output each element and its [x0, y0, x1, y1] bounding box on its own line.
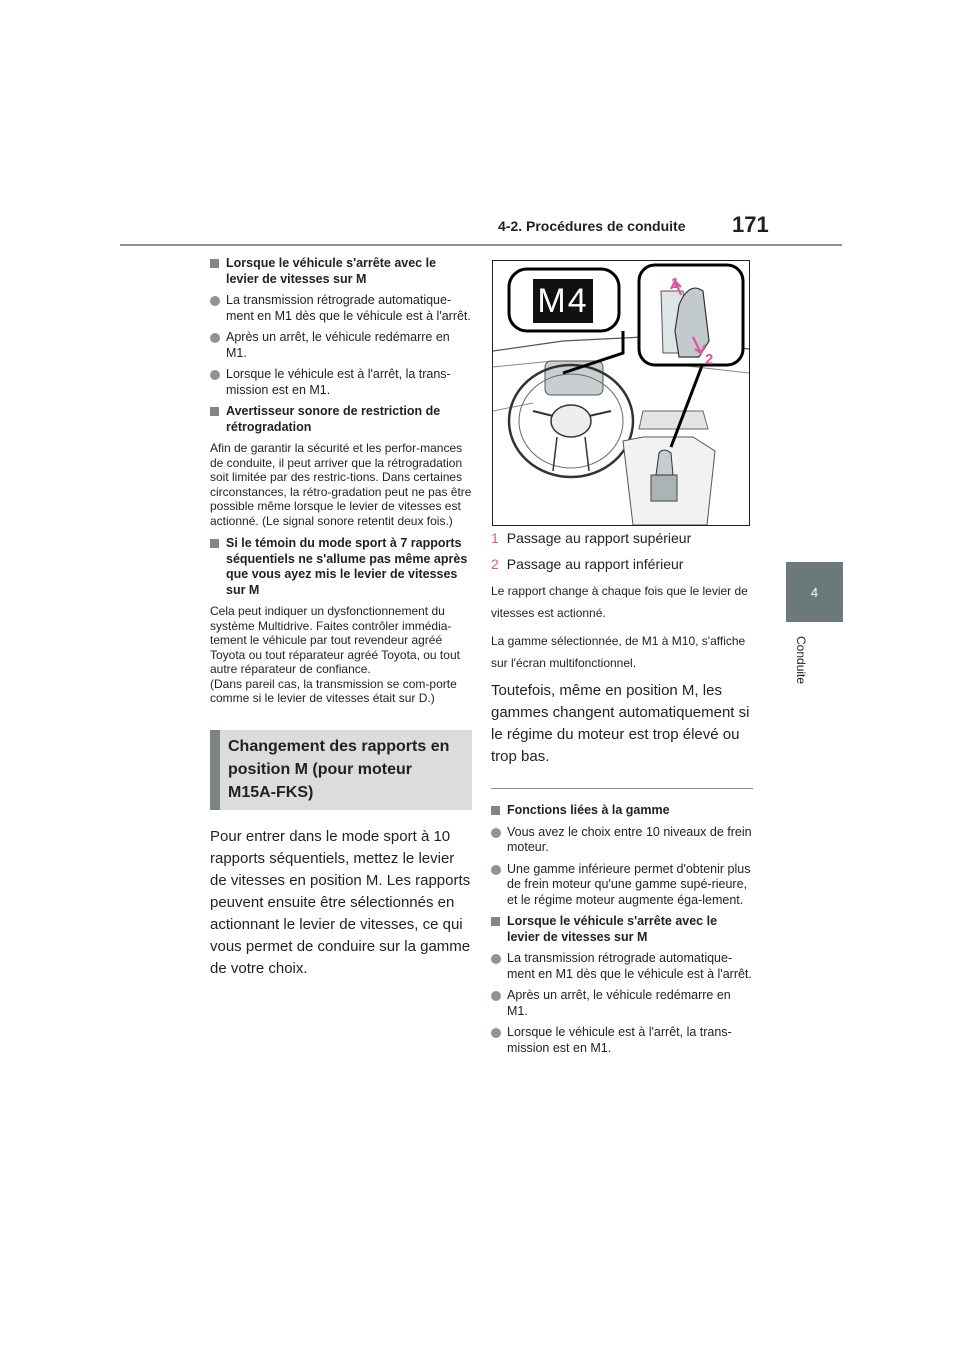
heading-downshift-buzzer: Avertisseur sonore de restriction de rétrogradation	[210, 404, 472, 435]
chapter-tab: 4	[786, 562, 843, 622]
legend-item-upshift	[491, 528, 753, 548]
chapter-label: Conduite	[794, 636, 808, 685]
illustration-drawing	[493, 261, 749, 525]
body-paragraph: Toutefois, même en position M, les gammes changent automatiquement si le régime du moteur est trop élevé ou trop bas.	[491, 682, 750, 765]
heading-stop-in-m: Lorsque le véhicule s'arrête avec le levier de vitesses sur M	[491, 914, 753, 945]
bullet-item: Après un arrêt, le véhicule redémarre en M1.	[491, 988, 753, 1019]
section-header: 4-2. Procédures de conduite	[498, 218, 686, 234]
bullet-item: Vous avez le choix entre 10 niveaux de frein moteur.	[491, 825, 753, 856]
legend-text: Passage au rapport inférieur	[506, 556, 684, 572]
bullet-item: La transmission rétrograde automatique-ment en M1 dès que le véhicule est à l'arrêt.	[491, 951, 753, 982]
right-column	[491, 528, 753, 1062]
heading-sport-indicator: Si le témoin du mode sport à 7 rapports séquentiels ne s'allume pas même après que vous ayez mis le levier de vitesses sur M	[210, 536, 472, 598]
paragraph: (Dans pareil cas, la transmission se com-porte comme si le levier de vitesses était sur D.)	[210, 676, 457, 705]
paragraph: Afin de garantir la sécurité et les perfor-mances de conduite, il peut arriver que la rétrogradation soit limitée par des restric-tions. Dans certaines circonstances, la rétro-gradation peut ne pas être possible même lorsque le levier de vitesses est actionné. (Le signal sonore retentit deux fois.)	[210, 441, 472, 528]
gear-display-text: M4	[537, 282, 589, 320]
section-body: Pour entrer dans le mode sport à 10 rapports séquentiels, mettez le levier de vitesses en position M. Les rapports peuvent ensuite être sélectionnés en actionnant le levier de vitesses, ce qui vous permet de conduire sur la gamme de votre choix.	[210, 827, 471, 977]
heading-stop-in-m: Lorsque le véhicule s'arrête avec le levier de vitesses sur M	[210, 256, 472, 287]
bullet-item: Une gamme inférieure permet d'obtenir plus de frein moteur qu'une gamme supé-rieure, et le régime moteur augmente éga-lement.	[491, 862, 753, 909]
legend-text: Passage au rapport supérieur	[506, 530, 692, 546]
note-paragraph: La gamme sélectionnée, de M1 à M10, s'affiche sur l'écran multifonctionnel.	[491, 634, 746, 670]
heading-range-functions: Fonctions liées à la gamme	[491, 803, 753, 819]
legend-number: 2	[491, 556, 499, 572]
left-column	[210, 256, 472, 980]
bullet-item: Lorsque le véhicule est à l'arrêt, la trans-mission est en M1.	[210, 367, 472, 398]
shift-lever-illustration	[492, 260, 750, 526]
bullet-item: La transmission rétrograde automatique-ment en M1 dès que le véhicule est à l'arrêt.	[210, 293, 472, 324]
callout-upshift: 1	[671, 275, 680, 292]
legend-item-downshift	[491, 554, 753, 574]
callout-downshift: 2	[705, 351, 714, 368]
bullet-item: Lorsque le véhicule est à l'arrêt, la trans-mission est en M1.	[491, 1025, 753, 1056]
section-divider	[491, 788, 753, 789]
bullet-item: Après un arrêt, le véhicule redémarre en M1.	[210, 330, 472, 361]
section-title: Changement des rapports en position M (pour moteur M15A-FKS)	[210, 730, 472, 810]
paragraph: Cela peut indiquer un dysfonctionnement du système Multidrive. Faites contrôler immédia-tement le véhicule par tout revendeur agréé Toyota ou tout réparateur agréé Toyota, ou tout autre réparateur de confiance.	[210, 604, 460, 676]
header-divider	[120, 244, 842, 246]
legend-number: 1	[491, 530, 499, 546]
note-paragraph: Le rapport change à chaque fois que le levier de vitesses est actionné.	[491, 584, 748, 620]
page-number: 171	[732, 212, 769, 237]
